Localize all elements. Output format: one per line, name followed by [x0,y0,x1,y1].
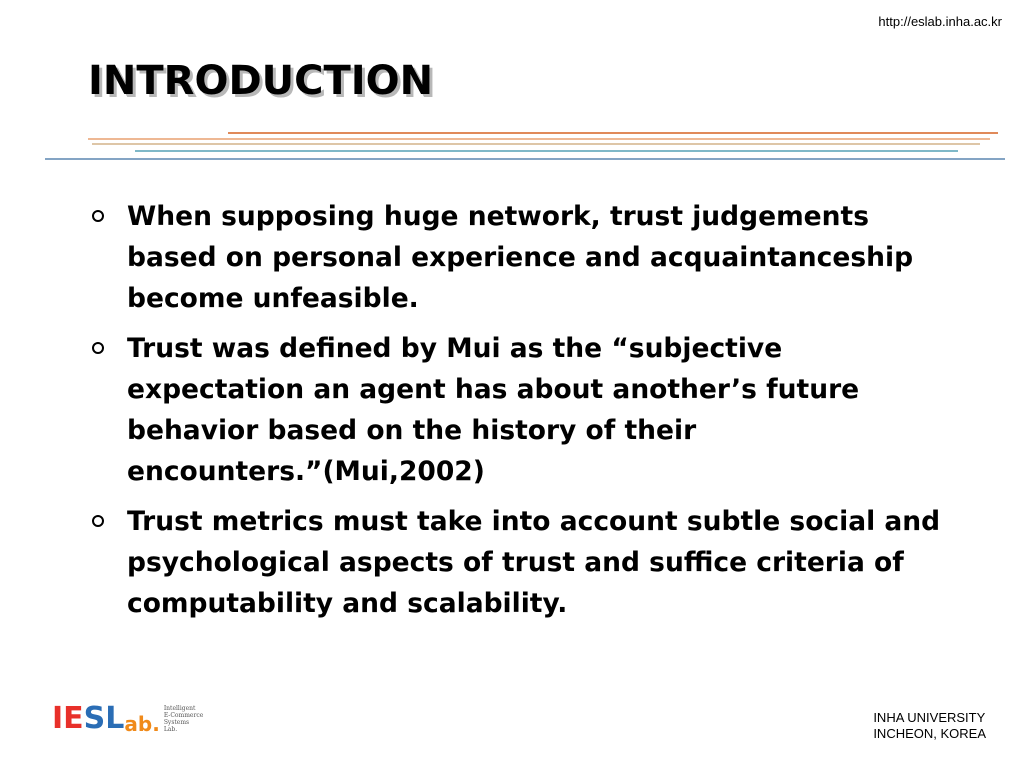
affiliation [873,710,986,742]
bullet-item [92,328,952,492]
hollow-circle-bullet-icon [92,342,104,354]
logo-part-sl: SL [83,701,125,736]
bullet-list [92,196,952,633]
logo-subtitle [164,705,203,733]
bullet-item [92,501,952,624]
logo-mark [52,701,160,736]
bullet-text: When supposing huge network, trust judgements based on personal experience and acquaintanceship become unfeasible. [127,201,914,314]
logo-sub-line: Intelligent [163,705,196,712]
affiliation-line: INCHEON, KOREA [873,726,986,741]
logo-sub-line: Lab. [163,726,178,733]
header-url: http://eslab.inha.ac.kr [878,14,1002,29]
bullet-text: Trust metrics must take into account subtle social and psychological aspects of trust and suffice criteria of computability and scalability. [127,506,941,619]
decorative-rules [0,128,1024,164]
bullet-item [92,196,952,319]
logo-sub-line: Systems [163,719,190,726]
logo-sub-line: E-Commerce [163,712,204,719]
bullet-text: Trust was defined by Mui as the “subjective expectation an agent has about another’s future behavior based on the history of their encounters.”(Mui,2002) [127,333,860,487]
logo-part-ie: IE [52,701,84,736]
affiliation-line: INHA UNIVERSITY [873,710,986,725]
ieslab-logo [52,701,204,736]
logo-part-ab: ab. [124,712,160,736]
hollow-circle-bullet-icon [92,515,104,527]
hollow-circle-bullet-icon [92,210,104,222]
slide-title: INTRODUCTION [88,58,434,104]
